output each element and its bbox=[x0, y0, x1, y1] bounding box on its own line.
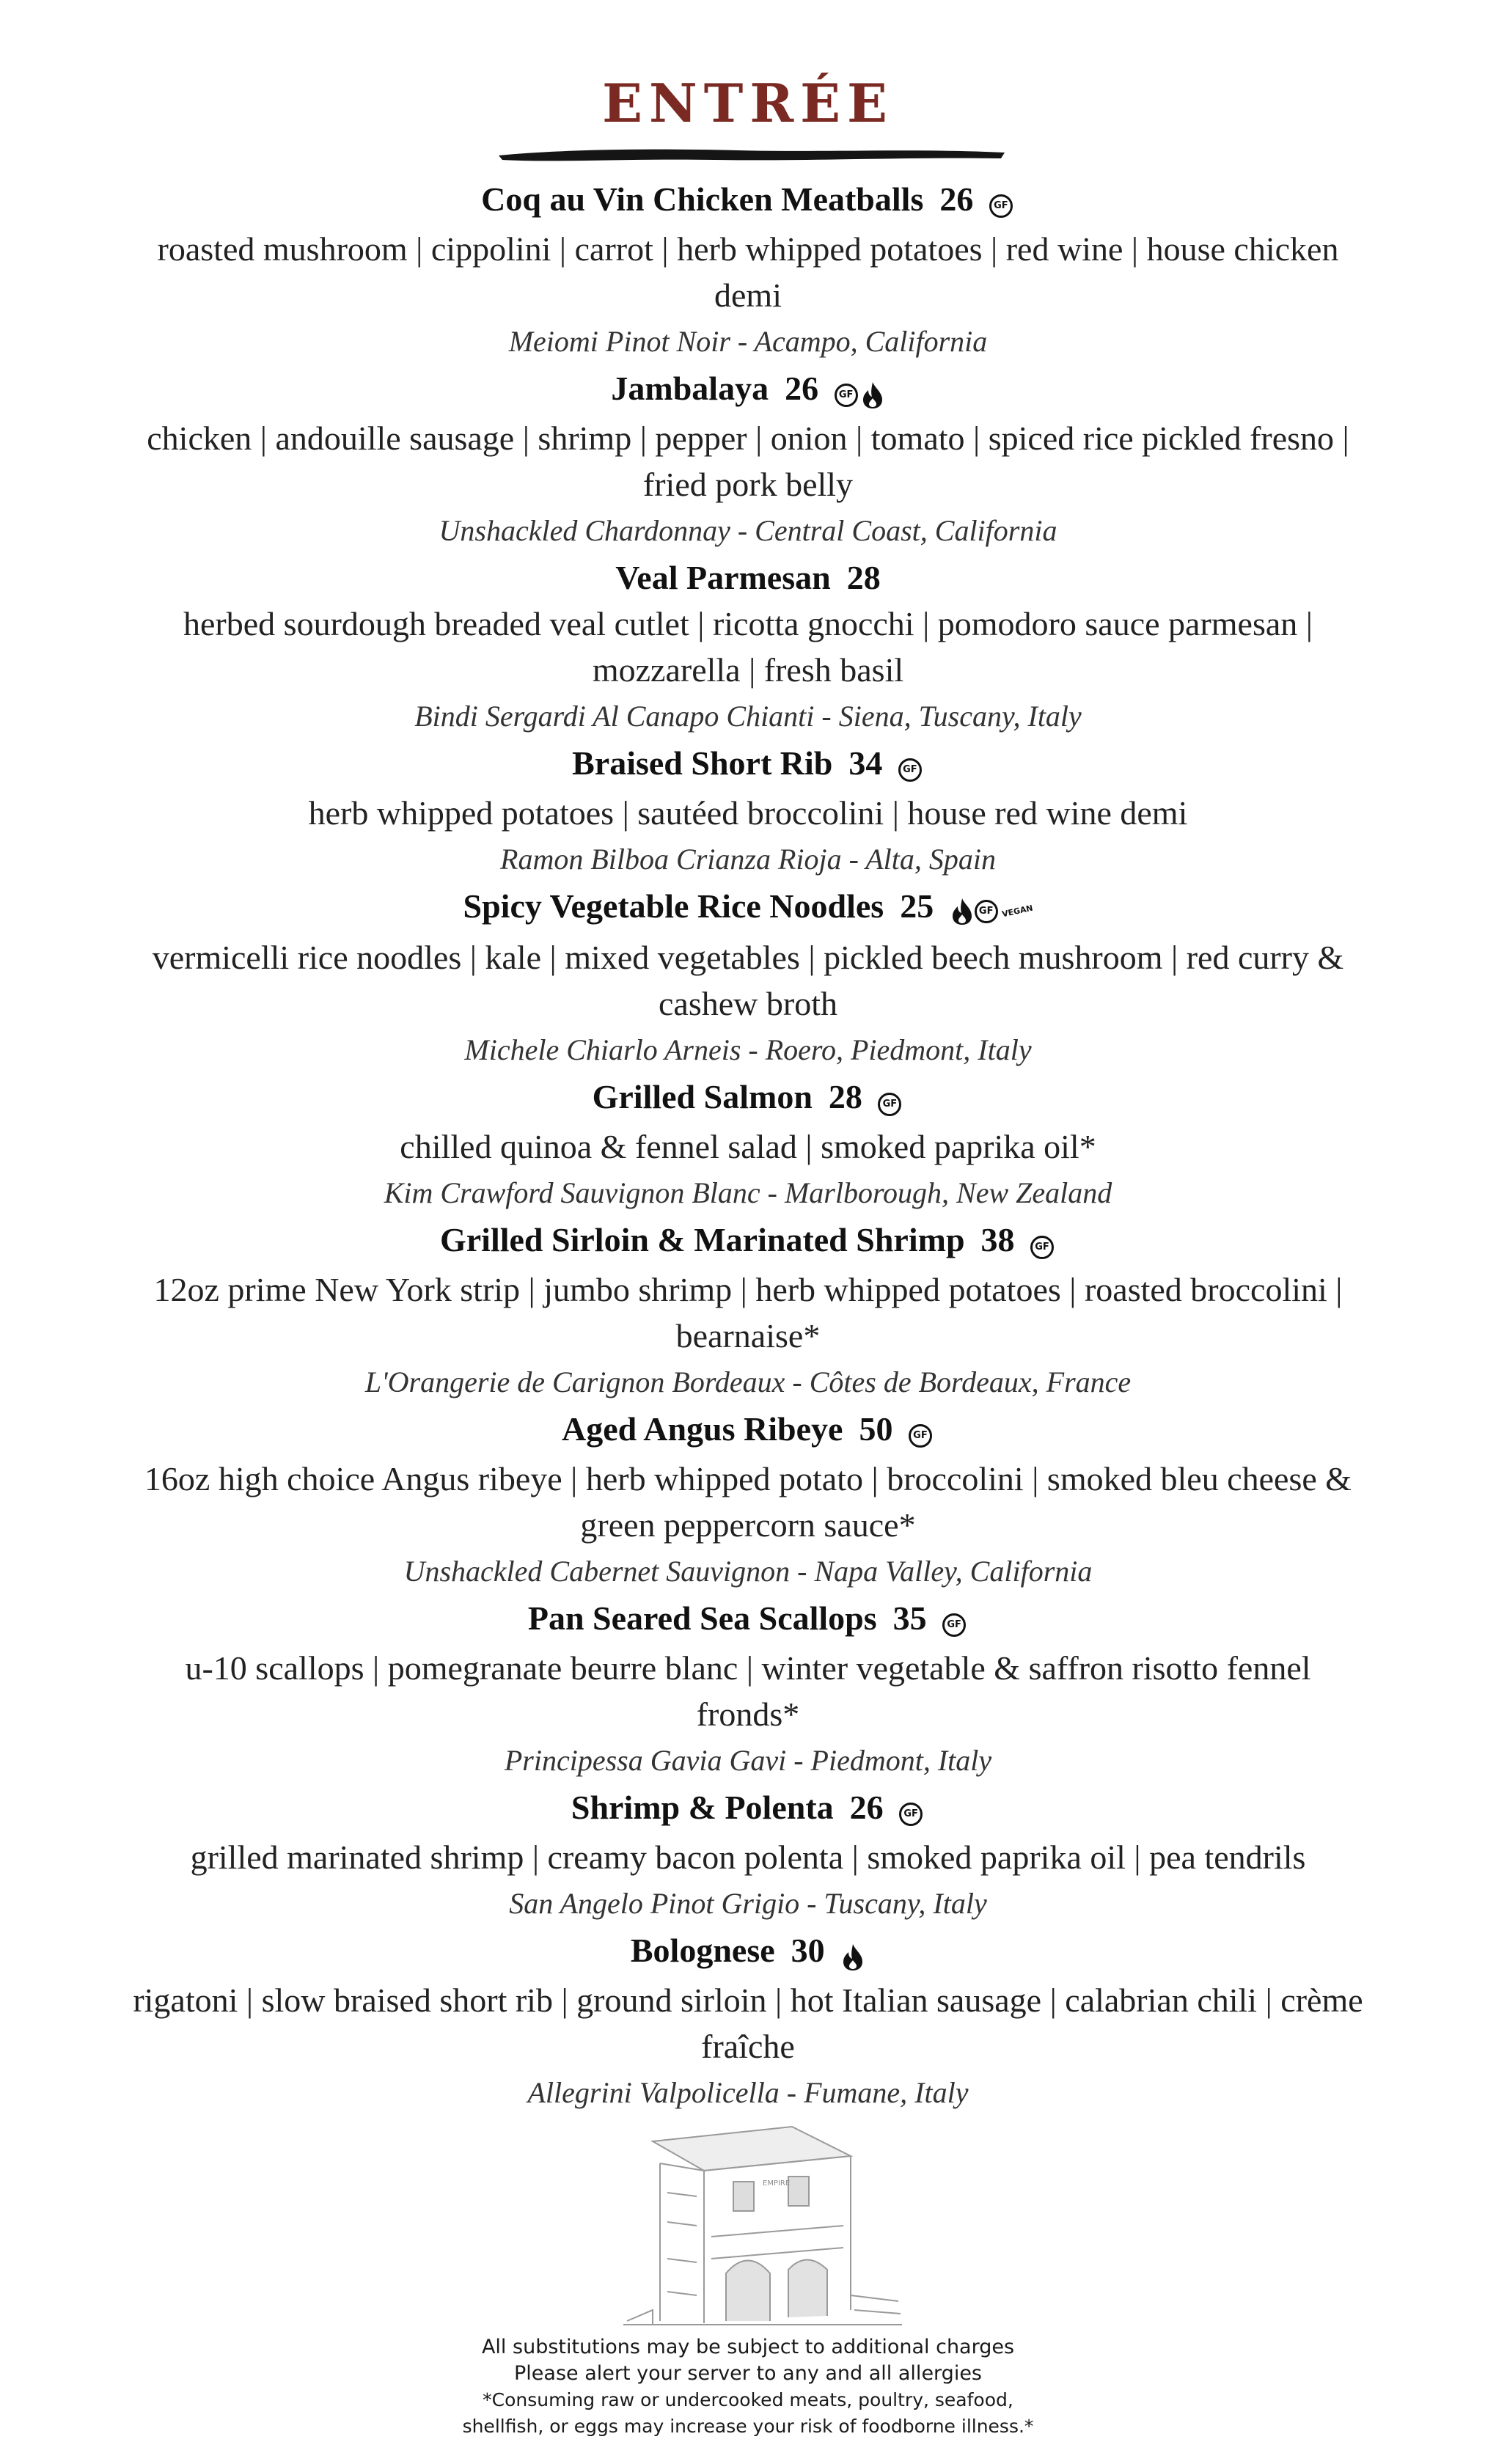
menu-item bbox=[132, 554, 1364, 740]
gluten-free-icon: GF bbox=[1030, 1236, 1054, 1259]
item-name: Braised Short Rib bbox=[572, 744, 833, 782]
gluten-free-icon: GF bbox=[899, 1803, 923, 1826]
svg-text:EMPIRE: EMPIRE bbox=[763, 2179, 791, 2188]
item-description: 12oz prime New York strip | jumbo shrimp | herb whipped potatoes | roasted broccolini | bearnaise* bbox=[153, 1271, 1343, 1355]
item-price: 28 bbox=[846, 558, 881, 596]
wine-pairing: Ramon Bilboa Crianza Rioja - Alta, Spain bbox=[500, 842, 996, 876]
building-sketch-illustration bbox=[609, 2112, 917, 2332]
vegan-icon: VEGAN bbox=[1000, 903, 1034, 920]
consumption-warning-line2: shellfish, or eggs may increase your risk of foodborne illness.* bbox=[462, 2416, 1034, 2437]
wine-pairing: San Angelo Pinot Grigio - Tuscany, Italy bbox=[509, 1886, 987, 1920]
item-price: 38 bbox=[980, 1221, 1015, 1259]
gluten-free-icon: GF bbox=[835, 384, 858, 407]
item-price: 30 bbox=[791, 1931, 825, 1969]
gluten-free-icon: GF bbox=[942, 1613, 966, 1637]
menu-item bbox=[132, 740, 1364, 883]
item-name: Grilled Sirloin & Marinated Shrimp bbox=[439, 1221, 965, 1259]
menu-item bbox=[132, 1927, 1364, 2116]
gluten-free-icon: GF bbox=[989, 194, 1013, 218]
item-description: vermicelli rice noodles | kale | mixed vegetables | pickled beech mushroom | red curry & cashew broth bbox=[152, 939, 1344, 1023]
gluten-free-icon: GF bbox=[878, 1093, 901, 1116]
menu-item bbox=[132, 883, 1364, 1074]
consumption-warning-line1: *Consuming raw or undercooked meats, poultry, seafood, bbox=[483, 2389, 1013, 2410]
item-description: chicken | andouille sausage | shrimp | pepper | onion | tomato | spiced rice pickled fresno | fried pork belly bbox=[147, 419, 1349, 503]
wine-pairing: Bindi Sergardi Al Canapo Chianti - Siena, Tuscany, Italy bbox=[414, 699, 1082, 733]
item-name: Coq au Vin Chicken Meatballs bbox=[481, 180, 924, 218]
item-description: roasted mushroom | cippolini | carrot | herb whipped potatoes | red wine | house chicken demi bbox=[157, 230, 1339, 314]
item-price: 34 bbox=[848, 744, 883, 782]
gluten-free-icon: GF bbox=[898, 758, 922, 782]
page-title: ENTRÉE bbox=[602, 72, 894, 134]
item-price: 26 bbox=[849, 1788, 884, 1826]
item-name: Pan Seared Sea Scallops bbox=[527, 1599, 877, 1638]
wine-pairing: Meiomi Pinot Noir - Acampo, California bbox=[508, 324, 988, 358]
menu-item bbox=[132, 1074, 1364, 1217]
flame-icon bbox=[860, 381, 885, 410]
substitution-note: All substitutions may be subject to additional charges bbox=[481, 2336, 1015, 2358]
item-name: Veal Parmesan bbox=[615, 558, 831, 596]
menu-item bbox=[132, 1784, 1364, 1927]
item-price: 25 bbox=[900, 887, 934, 925]
item-price: 26 bbox=[939, 180, 974, 218]
item-price: 50 bbox=[859, 1410, 893, 1448]
item-name: Aged Angus Ribeye bbox=[562, 1410, 843, 1448]
item-description: u-10 scallops | pomegranate beurre blanc | winter vegetable & saffron risotto fennel fronds* bbox=[185, 1649, 1311, 1733]
item-description: grilled marinated shrimp | creamy bacon polenta | smoked paprika oil | pea tendrils bbox=[190, 1838, 1306, 1876]
item-description: chilled quinoa & fennel salad | smoked paprika oil* bbox=[400, 1128, 1096, 1166]
wine-pairing: Michele Chiarlo Arneis - Roero, Piedmont, Italy bbox=[464, 1033, 1032, 1067]
wine-pairing: Unshackled Chardonnay - Central Coast, California bbox=[439, 513, 1057, 547]
item-name: Jambalaya bbox=[611, 369, 769, 407]
wine-pairing: Allegrini Valpolicella - Fumane, Italy bbox=[527, 2075, 969, 2109]
item-price: 26 bbox=[785, 369, 819, 407]
flame-icon bbox=[950, 897, 975, 926]
item-name: Bolognese bbox=[630, 1931, 775, 1969]
menu-item bbox=[132, 176, 1364, 365]
menu-item bbox=[132, 1595, 1364, 1784]
item-description: herb whipped potatoes | sautéed broccolini | house red wine demi bbox=[308, 793, 1188, 832]
wine-pairing: Unshackled Cabernet Sauvignon - Napa Valley, California bbox=[403, 1555, 1093, 1588]
item-name: Spicy Vegetable Rice Noodles bbox=[463, 887, 884, 925]
wine-pairing: Principessa Gavia Gavi - Piedmont, Italy bbox=[504, 1743, 992, 1777]
menu-item bbox=[132, 1217, 1364, 1406]
item-description: rigatoni | slow braised short rib | ground sirloin | hot Italian sausage | calabrian chili | crème fraîche bbox=[133, 1981, 1363, 2065]
gluten-free-icon: GF bbox=[909, 1424, 932, 1448]
item-price: 28 bbox=[828, 1078, 862, 1116]
gluten-free-icon: GF bbox=[975, 900, 998, 923]
wine-pairing: L'Orangerie de Carignon Bordeaux - Côtes de Bordeaux, France bbox=[364, 1365, 1132, 1399]
menu-item bbox=[132, 365, 1364, 554]
item-name: Grilled Salmon bbox=[592, 1078, 813, 1116]
item-description: 16oz high choice Angus ribeye | herb whipped potato | broccolini | smoked bleu cheese & green peppercorn sauce* bbox=[144, 1460, 1352, 1544]
item-description: herbed sourdough breaded veal cutlet | ricotta gnocchi | pomodoro sauce parmesan | mozzarella | fresh basil bbox=[183, 604, 1313, 689]
entree-list bbox=[132, 176, 1364, 2116]
menu-item bbox=[132, 1406, 1364, 1595]
allergy-note: Please alert your server to any and all allergies bbox=[514, 2362, 982, 2385]
flame-icon bbox=[840, 1943, 865, 1972]
wine-pairing: Kim Crawford Sauvignon Blanc - Marlborough, New Zealand bbox=[384, 1176, 1112, 1210]
footer-notes bbox=[0, 2334, 1496, 2440]
item-name: Shrimp & Polenta bbox=[571, 1788, 834, 1826]
item-price: 35 bbox=[892, 1599, 927, 1638]
brush-stroke-divider bbox=[495, 144, 1008, 166]
